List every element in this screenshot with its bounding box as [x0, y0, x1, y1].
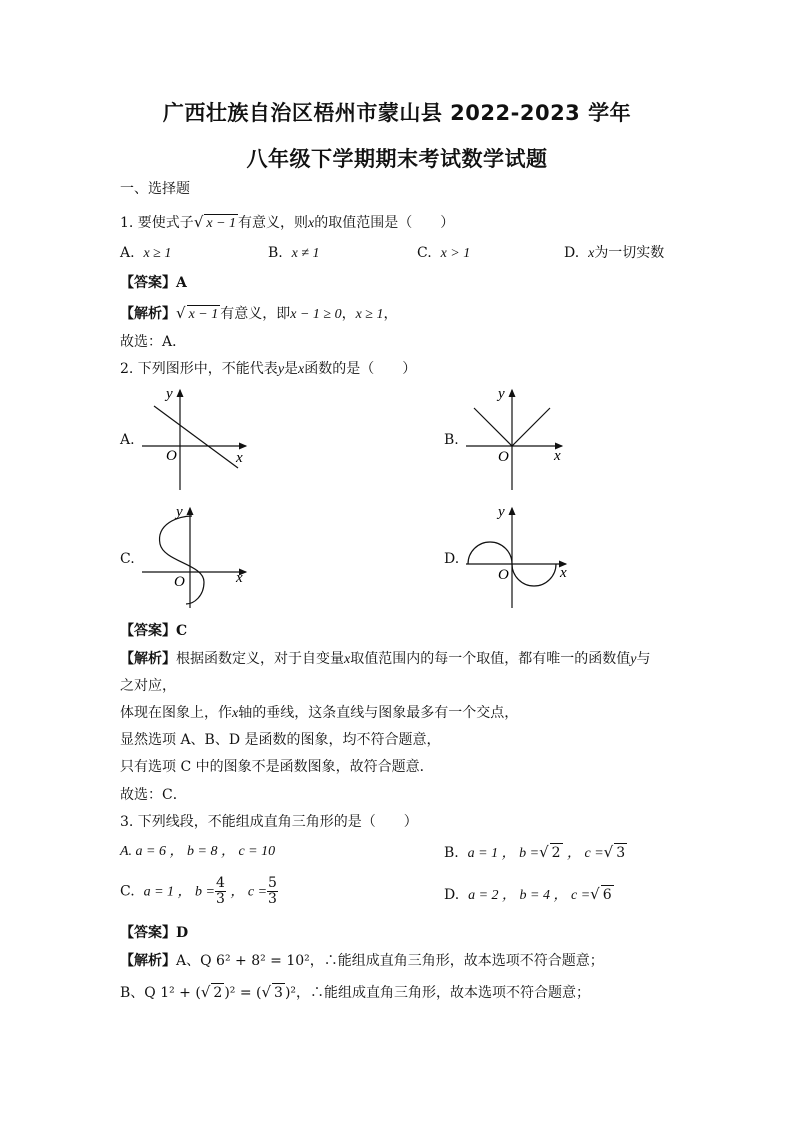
- x-axis-label: x: [236, 570, 243, 586]
- q1-conclusion: 故选：A．: [120, 334, 187, 350]
- q1-option-d: D. x为一切实数: [564, 245, 665, 261]
- section-heading: 一、选择题: [120, 181, 190, 197]
- q2-analysis-line4: 显然选项 A、B、D 是函数的图象，均不符合题意，: [120, 732, 441, 748]
- q1-stem: 1. 要使式子√ x − 1 有意义，则x的取值范围是（ ）: [120, 213, 455, 231]
- origin-label: O: [498, 449, 509, 465]
- graph-a: [138, 382, 256, 494]
- graph-b: [462, 382, 572, 494]
- q1-option-b: B. x ≠ 1: [268, 245, 320, 261]
- q3-option-d: D. a = 2 ， b = 4 ， c =√ 6: [444, 885, 612, 903]
- graph-a-label: A.: [120, 432, 135, 448]
- y-axis-label: y: [498, 504, 505, 520]
- origin-label: O: [166, 448, 177, 464]
- doc-title-line2: 八年级下学期期末考试数学试题: [246, 147, 548, 171]
- q2-analysis-line3: 体现在图象上，作x轴的垂线，这条直线与图象最多有一个交点，: [120, 705, 519, 721]
- q3-answer: 【答案】D: [120, 925, 189, 941]
- q2-analysis-line2: 之对应，: [120, 678, 176, 694]
- q1-answer: 【答案】A: [120, 275, 187, 291]
- q1-option-a: A. x ≥ 1: [120, 245, 172, 261]
- y-axis-label: y: [166, 386, 173, 402]
- origin-label: O: [174, 574, 185, 590]
- q2-analysis-line5: 只有选项 C 中的图象不是函数图象，故符合题意．: [120, 759, 434, 775]
- graph-d-label: D.: [444, 551, 460, 567]
- q1-option-c: C. x > 1: [417, 245, 471, 261]
- q3-option-c: C. a = 1 ， b = $\frac{4}{3}$ ， c = $\frac{5}{3}$: [120, 875, 277, 907]
- q3-option-b: B. a = 1 ， b =√ 2 ， c =√ 3: [444, 843, 626, 861]
- y-axis-label: y: [176, 504, 183, 520]
- q1-analysis: 【解析】√ x − 1 有意义，即x − 1 ≥ 0，x ≥ 1，: [120, 304, 398, 322]
- origin-label: O: [498, 567, 509, 583]
- q2-analysis-line1: 【解析】根据函数定义，对于自变量x取值范围内的每一个取值，都有唯一的函数值y与: [120, 651, 651, 667]
- graph-d: [462, 500, 574, 612]
- q2-answer: 【答案】C: [120, 623, 188, 639]
- graph-c: [138, 500, 256, 612]
- q3-analysis-b: B、Q 1² + (√ 2 )² = (√ 3 )²，∴能组成直角三角形，故本选项不符合题意；: [120, 983, 591, 1001]
- graph-b-label: B.: [444, 432, 459, 448]
- q3-option-a: A. a = 6 ， b = 8 ， c = 10: [120, 844, 276, 859]
- doc-title-line1: 广西壮族自治区梧州市蒙山县 2022-2023 学年: [162, 101, 632, 125]
- q3-stem: 3. 下列线段，不能组成直角三角形的是（ ）: [120, 814, 418, 830]
- q1-radical: x − 1: [206, 216, 237, 231]
- q2-conclusion: 故选：C．: [120, 787, 187, 803]
- graph-c-label: C.: [120, 551, 135, 567]
- q2-stem: 2. 下列图形中，不能代表y是x函数的是（ ）: [120, 361, 417, 377]
- graph-c-curve: [160, 516, 204, 604]
- q3-analysis-a: 【解析】A、Q 6² + 8² = 10²，∴能组成直角三角形，故本选项不符合题意；: [120, 953, 604, 969]
- x-axis-label: x: [554, 448, 561, 464]
- x-axis-label: x: [236, 450, 243, 466]
- y-axis-label: y: [498, 386, 505, 402]
- x-axis-label: x: [560, 565, 567, 581]
